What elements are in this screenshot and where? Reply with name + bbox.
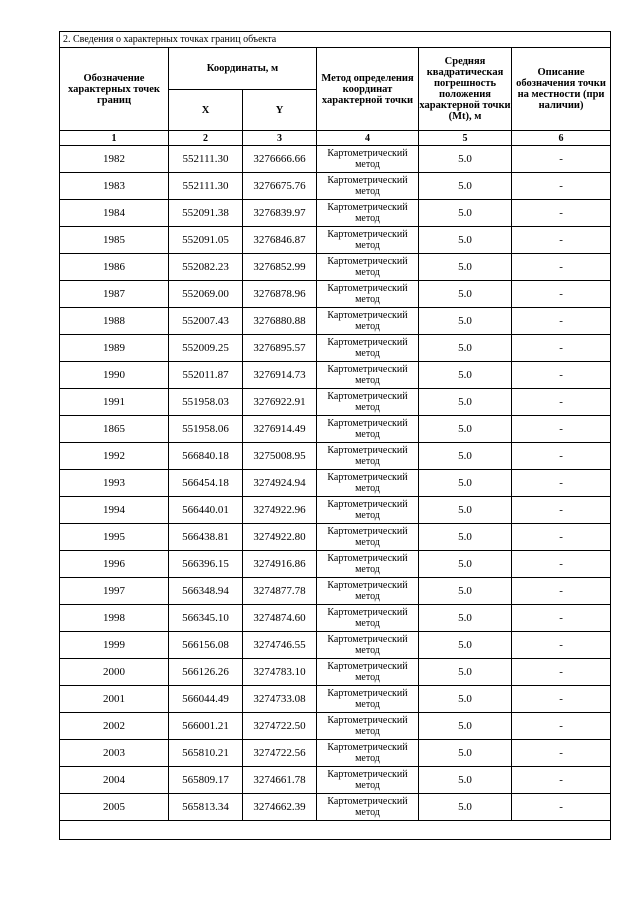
y-coordinate-cell: 3276914.73 [243, 362, 317, 389]
y-coordinate-cell: 3274924.94 [243, 470, 317, 497]
description-cell: - [512, 335, 611, 362]
error-value-cell: 5.0 [419, 362, 512, 389]
method-cell: Картометрический метод [317, 308, 419, 335]
point-id-cell: 1994 [60, 497, 169, 524]
method-cell: Картометрический метод [317, 605, 419, 632]
point-id-cell: 2001 [60, 686, 169, 713]
method-cell: Картометрический метод [317, 578, 419, 605]
error-value-cell: 5.0 [419, 416, 512, 443]
point-id-cell: 1983 [60, 173, 169, 200]
method-cell: Картометрический метод [317, 281, 419, 308]
error-value-cell: 5.0 [419, 659, 512, 686]
error-value-cell: 5.0 [419, 200, 512, 227]
table-row [60, 497, 611, 524]
x-coordinate-cell: 566156.08 [169, 632, 243, 659]
point-id-cell: 1985 [60, 227, 169, 254]
x-coordinate-cell: 566396.15 [169, 551, 243, 578]
error-value-cell: 5.0 [419, 605, 512, 632]
table-row [60, 794, 611, 821]
description-cell: - [512, 551, 611, 578]
error-value-cell: 5.0 [419, 335, 512, 362]
header-description: Описание обозначения точки на местности (при наличии) [512, 48, 611, 131]
table-row [60, 200, 611, 227]
header-designation: Обозначение характерных точек границ [60, 48, 169, 131]
x-coordinate-cell: 565813.34 [169, 794, 243, 821]
table-row [60, 389, 611, 416]
table-row [60, 281, 611, 308]
method-cell: Картометрический метод [317, 497, 419, 524]
x-coordinate-cell: 552111.30 [169, 173, 243, 200]
point-id-cell: 1993 [60, 470, 169, 497]
table-row [60, 578, 611, 605]
method-cell: Картометрический метод [317, 227, 419, 254]
point-id-cell: 1999 [60, 632, 169, 659]
table-row [60, 713, 611, 740]
boundary-points-table [59, 31, 611, 840]
point-id-cell: 1998 [60, 605, 169, 632]
x-coordinate-cell: 551958.06 [169, 416, 243, 443]
description-cell: - [512, 362, 611, 389]
y-coordinate-cell: 3276675.76 [243, 173, 317, 200]
point-id-cell: 1986 [60, 254, 169, 281]
error-value-cell: 5.0 [419, 443, 512, 470]
method-cell: Картометрический метод [317, 551, 419, 578]
point-id-cell: 1987 [60, 281, 169, 308]
x-coordinate-cell: 565810.21 [169, 740, 243, 767]
empty-row [60, 821, 611, 840]
column-number: 1 [60, 131, 169, 146]
y-coordinate-cell: 3276914.49 [243, 416, 317, 443]
table-row [60, 308, 611, 335]
description-cell: - [512, 227, 611, 254]
point-id-cell: 2000 [60, 659, 169, 686]
error-value-cell: 5.0 [419, 227, 512, 254]
method-cell: Картометрический метод [317, 632, 419, 659]
y-coordinate-cell: 3276839.97 [243, 200, 317, 227]
table-row [60, 443, 611, 470]
x-coordinate-cell: 551958.03 [169, 389, 243, 416]
method-cell: Картометрический метод [317, 443, 419, 470]
header-error: Средняя квадратическая погрешность положения характерной точки (Mt), м [419, 48, 512, 131]
boundary-points-document [59, 31, 610, 840]
error-value-cell: 5.0 [419, 308, 512, 335]
method-cell: Картометрический метод [317, 713, 419, 740]
point-id-cell: 1995 [60, 524, 169, 551]
description-cell: - [512, 416, 611, 443]
description-cell: - [512, 497, 611, 524]
x-coordinate-cell: 566044.49 [169, 686, 243, 713]
y-coordinate-cell: 3276895.57 [243, 335, 317, 362]
y-coordinate-cell: 3274922.80 [243, 524, 317, 551]
point-id-cell: 1982 [60, 146, 169, 173]
error-value-cell: 5.0 [419, 389, 512, 416]
table-row [60, 605, 611, 632]
point-id-cell: 2005 [60, 794, 169, 821]
table-row [60, 335, 611, 362]
description-cell: - [512, 200, 611, 227]
error-value-cell: 5.0 [419, 740, 512, 767]
method-cell: Картометрический метод [317, 362, 419, 389]
point-id-cell: 1865 [60, 416, 169, 443]
table-row [60, 551, 611, 578]
y-coordinate-cell: 3274874.60 [243, 605, 317, 632]
description-cell: - [512, 524, 611, 551]
y-coordinate-cell: 3274916.86 [243, 551, 317, 578]
table-row [60, 740, 611, 767]
error-value-cell: 5.0 [419, 254, 512, 281]
point-id-cell: 1984 [60, 200, 169, 227]
point-id-cell: 2004 [60, 767, 169, 794]
error-value-cell: 5.0 [419, 686, 512, 713]
y-coordinate-cell: 3274877.78 [243, 578, 317, 605]
table-row [60, 524, 611, 551]
y-coordinate-cell: 3276852.99 [243, 254, 317, 281]
x-coordinate-cell: 565809.17 [169, 767, 243, 794]
error-value-cell: 5.0 [419, 146, 512, 173]
table-row [60, 659, 611, 686]
method-cell: Картометрический метод [317, 524, 419, 551]
description-cell: - [512, 659, 611, 686]
x-coordinate-cell: 552009.25 [169, 335, 243, 362]
x-coordinate-cell: 552007.43 [169, 308, 243, 335]
method-cell: Картометрический метод [317, 740, 419, 767]
table-row [60, 173, 611, 200]
x-coordinate-cell: 566438.81 [169, 524, 243, 551]
x-coordinate-cell: 552011.87 [169, 362, 243, 389]
error-value-cell: 5.0 [419, 578, 512, 605]
description-cell: - [512, 794, 611, 821]
table-row [60, 686, 611, 713]
header-y: Y [243, 90, 317, 131]
y-coordinate-cell: 3276666.66 [243, 146, 317, 173]
header-method: Метод определения координат характерной точки [317, 48, 419, 131]
description-cell: - [512, 443, 611, 470]
table-row [60, 362, 611, 389]
y-coordinate-cell: 3276922.91 [243, 389, 317, 416]
method-cell: Картометрический метод [317, 254, 419, 281]
x-coordinate-cell: 566345.10 [169, 605, 243, 632]
column-number: 2 [169, 131, 243, 146]
x-coordinate-cell: 552091.05 [169, 227, 243, 254]
description-cell: - [512, 767, 611, 794]
x-coordinate-cell: 552111.30 [169, 146, 243, 173]
method-cell: Картометрический метод [317, 173, 419, 200]
error-value-cell: 5.0 [419, 524, 512, 551]
header-coordinates: Координаты, м [169, 48, 317, 90]
description-cell: - [512, 686, 611, 713]
method-cell: Картометрический метод [317, 200, 419, 227]
error-value-cell: 5.0 [419, 794, 512, 821]
y-coordinate-cell: 3276846.87 [243, 227, 317, 254]
point-id-cell: 2002 [60, 713, 169, 740]
error-value-cell: 5.0 [419, 551, 512, 578]
y-coordinate-cell: 3274722.56 [243, 740, 317, 767]
x-coordinate-cell: 552069.00 [169, 281, 243, 308]
error-value-cell: 5.0 [419, 497, 512, 524]
y-coordinate-cell: 3274733.08 [243, 686, 317, 713]
x-coordinate-cell: 552082.23 [169, 254, 243, 281]
error-value-cell: 5.0 [419, 632, 512, 659]
method-cell: Картометрический метод [317, 389, 419, 416]
x-coordinate-cell: 566840.18 [169, 443, 243, 470]
method-cell: Картометрический метод [317, 794, 419, 821]
y-coordinate-cell: 3274922.96 [243, 497, 317, 524]
table-row [60, 470, 611, 497]
description-cell: - [512, 173, 611, 200]
table-row [60, 146, 611, 173]
error-value-cell: 5.0 [419, 470, 512, 497]
x-coordinate-cell: 566348.94 [169, 578, 243, 605]
y-coordinate-cell: 3276878.96 [243, 281, 317, 308]
x-coordinate-cell: 566001.21 [169, 713, 243, 740]
point-id-cell: 1996 [60, 551, 169, 578]
table-row [60, 416, 611, 443]
description-cell: - [512, 281, 611, 308]
method-cell: Картометрический метод [317, 146, 419, 173]
method-cell: Картометрический метод [317, 659, 419, 686]
x-coordinate-cell: 552091.38 [169, 200, 243, 227]
point-id-cell: 1992 [60, 443, 169, 470]
y-coordinate-cell: 3274783.10 [243, 659, 317, 686]
column-number: 5 [419, 131, 512, 146]
y-coordinate-cell: 3274662.39 [243, 794, 317, 821]
method-cell: Картометрический метод [317, 416, 419, 443]
table-row [60, 254, 611, 281]
x-coordinate-cell: 566454.18 [169, 470, 243, 497]
description-cell: - [512, 470, 611, 497]
error-value-cell: 5.0 [419, 767, 512, 794]
column-number: 6 [512, 131, 611, 146]
point-id-cell: 1989 [60, 335, 169, 362]
description-cell: - [512, 605, 611, 632]
y-coordinate-cell: 3274746.55 [243, 632, 317, 659]
method-cell: Картометрический метод [317, 335, 419, 362]
column-number: 4 [317, 131, 419, 146]
description-cell: - [512, 740, 611, 767]
description-cell: - [512, 389, 611, 416]
x-coordinate-cell: 566440.01 [169, 497, 243, 524]
description-cell: - [512, 632, 611, 659]
x-coordinate-cell: 566126.26 [169, 659, 243, 686]
empty-cell [60, 821, 611, 840]
table-row [60, 632, 611, 659]
method-cell: Картометрический метод [317, 686, 419, 713]
section-title: 2. Сведения о характерных точках границ объекта [60, 32, 611, 48]
y-coordinate-cell: 3274661.78 [243, 767, 317, 794]
description-cell: - [512, 146, 611, 173]
header-x: X [169, 90, 243, 131]
point-id-cell: 1988 [60, 308, 169, 335]
table-row [60, 767, 611, 794]
description-cell: - [512, 254, 611, 281]
error-value-cell: 5.0 [419, 713, 512, 740]
point-id-cell: 1990 [60, 362, 169, 389]
method-cell: Картометрический метод [317, 767, 419, 794]
method-cell: Картометрический метод [317, 470, 419, 497]
y-coordinate-cell: 3275008.95 [243, 443, 317, 470]
error-value-cell: 5.0 [419, 281, 512, 308]
point-id-cell: 1991 [60, 389, 169, 416]
point-id-cell: 1997 [60, 578, 169, 605]
description-cell: - [512, 713, 611, 740]
column-number-row [60, 131, 611, 146]
y-coordinate-cell: 3276880.88 [243, 308, 317, 335]
description-cell: - [512, 578, 611, 605]
point-id-cell: 2003 [60, 740, 169, 767]
column-number: 3 [243, 131, 317, 146]
y-coordinate-cell: 3274722.50 [243, 713, 317, 740]
table-row [60, 227, 611, 254]
description-cell: - [512, 308, 611, 335]
error-value-cell: 5.0 [419, 173, 512, 200]
